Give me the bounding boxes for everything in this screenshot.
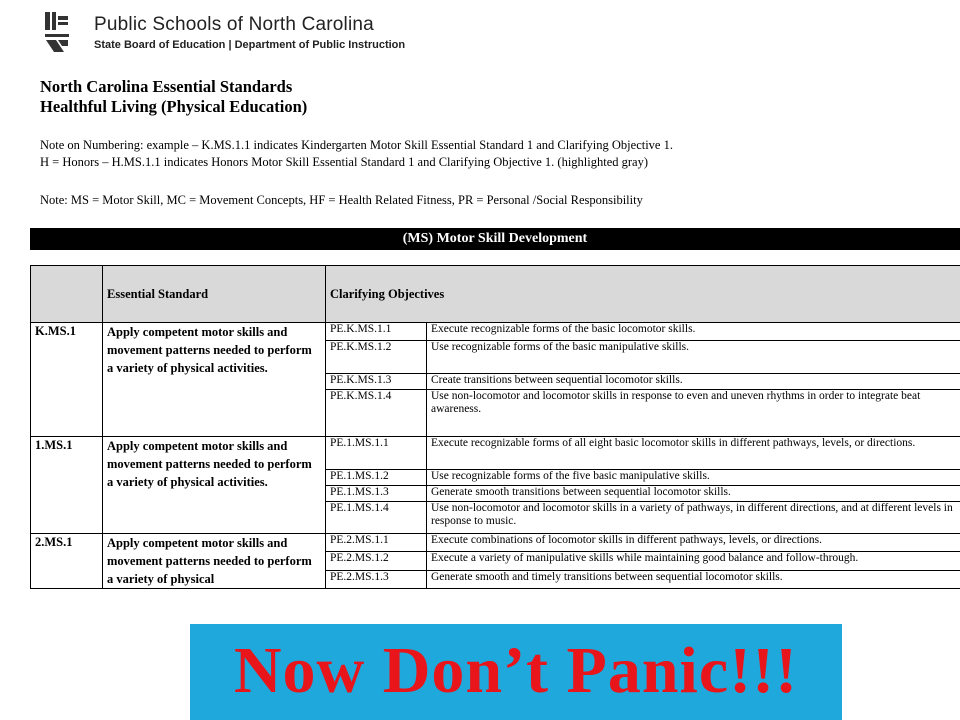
document-title-line2: Healthful Living (Physical Education) <box>40 97 308 116</box>
objective-text: Generate smooth transitions between sequential locomotor skills. <box>427 486 960 502</box>
objective-text: Use recognizable forms of the basic manipulative skills. <box>427 341 960 374</box>
essential-standard-text: Apply competent motor skills and movement patterns needed to perform a variety of physical activities. <box>103 323 326 437</box>
objective-text: Execute a variety of manipulative skills while maintaining good balance and follow-through. <box>427 552 960 570</box>
objective-code: PE.K.MS.1.2 <box>326 341 427 374</box>
objective-text: Execute recognizable forms of all eight basic locomotor skills in different pathways, levels, or directions. <box>427 437 960 470</box>
objective-text: Use non-locomotor and locomotor skills in a variety of pathways, in different directions, and at different levels in response to music. <box>427 502 960 534</box>
nc-building-logo-icon <box>44 10 70 54</box>
objective-code: PE.1.MS.1.4 <box>326 502 427 534</box>
numbering-note <box>40 137 673 171</box>
header-essential-standard: Essential Standard <box>103 266 326 323</box>
standards-table <box>30 265 960 597</box>
objective-code: PE.K.MS.1.4 <box>326 390 427 437</box>
objective-text: Use non-locomotor and locomotor skills in response to even and uneven rhythms in order to integrate beat awareness. <box>427 390 960 437</box>
objective-text: Generate smooth and timely transitions between sequential locomotor skills. <box>427 570 960 588</box>
objective-text: Use recognizable forms of the five basic manipulative skills. <box>427 470 960 486</box>
objective-code: PE.K.MS.1.1 <box>326 323 427 341</box>
header-blank-cell <box>31 266 103 323</box>
objective-code: PE.1.MS.1.2 <box>326 470 427 486</box>
objective-code: PE.2.MS.1.2 <box>326 552 427 570</box>
org-subtitle: State Board of Education | Department of Public Instruction <box>94 39 406 51</box>
objective-text: Execute recognizable forms of the basic locomotor skills. <box>427 323 960 341</box>
numbering-note-line2: H = Honors – H.MS.1.1 indicates Honors Motor Skill Essential Standard 1 and Clarifying Objective 1. (highlighted gray) <box>40 155 649 169</box>
objective-code: PE.2.MS.1.1 <box>326 534 427 552</box>
essential-standard-text: Apply competent motor skills and movement patterns needed to perform a variety of physical <box>103 534 326 589</box>
panic-callout <box>190 624 842 720</box>
objective-code: PE.1.MS.1.1 <box>326 437 427 470</box>
abbreviation-note: Note: MS = Motor Skill, MC = Movement Concepts, HF = Health Related Fitness, PR = Personal /Social Responsibility <box>40 193 643 207</box>
objective-code: PE.2.MS.1.3 <box>326 570 427 588</box>
table-header-row <box>31 266 960 323</box>
objective-code: PE.K.MS.1.3 <box>326 374 427 390</box>
section-banner: (MS) Motor Skill Development <box>30 228 960 250</box>
document-title <box>40 77 307 117</box>
header-clarifying-objectives: Clarifying Objectives <box>326 266 960 323</box>
table-row <box>31 437 960 470</box>
dpi-logo <box>40 8 460 56</box>
panic-callout-text: Now Don’t Panic!!! <box>233 634 799 707</box>
objective-code: PE.1.MS.1.3 <box>326 486 427 502</box>
objective-text: Execute combinations of locomotor skills in different pathways, levels, or directions. <box>427 534 960 552</box>
document-title-line1: North Carolina Essential Standards <box>40 77 293 96</box>
essential-standard-text: Apply competent motor skills and movement patterns needed to perform a variety of physical activities. <box>103 437 326 534</box>
org-title: Public Schools of North Carolina <box>94 14 374 35</box>
table-row <box>31 323 960 341</box>
objective-text: Create transitions between sequential locomotor skills. <box>427 374 960 390</box>
standard-code: 2.MS.1 <box>31 534 103 589</box>
standard-code: K.MS.1 <box>31 323 103 437</box>
standard-code: 1.MS.1 <box>31 437 103 534</box>
numbering-note-line1: Note on Numbering: example – K.MS.1.1 indicates Kindergarten Motor Skill Essential Standard 1 and Clarifying Objective 1. <box>40 138 673 152</box>
table-row <box>31 534 960 552</box>
